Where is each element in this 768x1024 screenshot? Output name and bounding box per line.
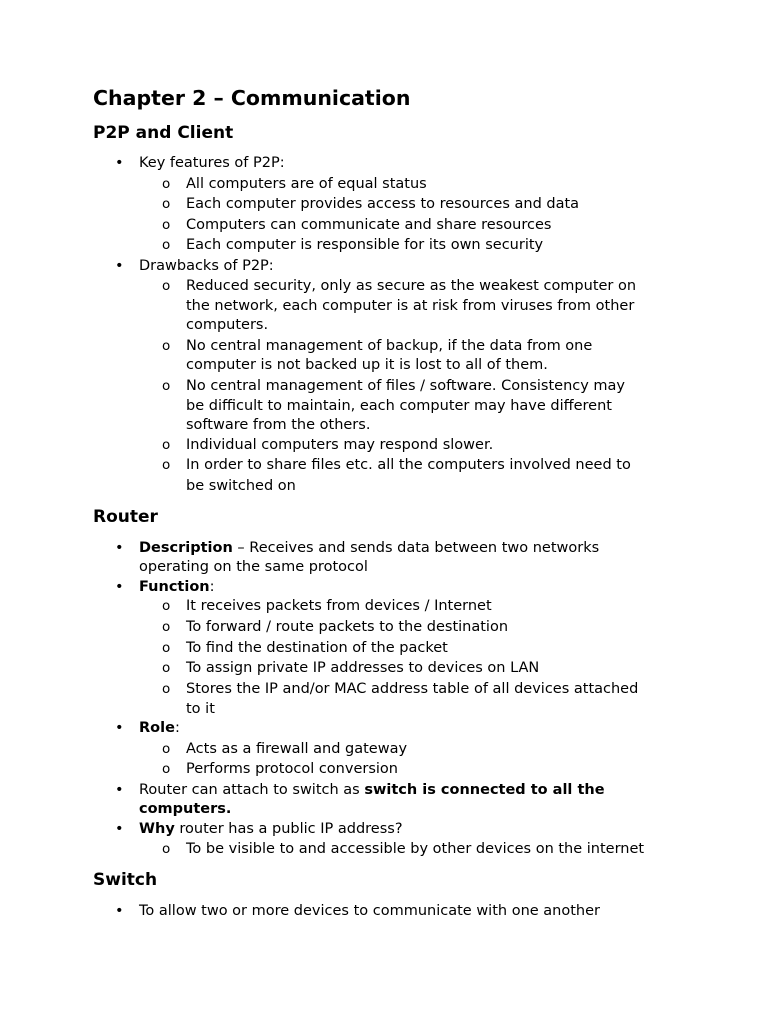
list-item-line: computer is not backed up it is lost to all of them.: [186, 357, 548, 373]
attach-bold: switch is connected to all the: [364, 782, 605, 798]
bullet-glyph: •: [115, 782, 124, 798]
list-item-line: To find the destination of the packet: [186, 640, 448, 656]
router-function-line: [139, 577, 215, 597]
sub-bullet-glyph: o: [162, 237, 171, 253]
role-suffix: :: [174, 720, 180, 736]
bullet-glyph: •: [115, 155, 124, 171]
sub-bullet-glyph: o: [162, 681, 171, 697]
list-item: Each computer is responsible for its own security: [186, 237, 544, 253]
list-item-line: software from the others.: [186, 417, 371, 433]
bullet-glyph: •: [115, 903, 124, 919]
list-item: All computers are of equal status: [186, 176, 427, 192]
list-item-line: operating on the same protocol: [139, 559, 368, 575]
list-item-line: To forward / route packets to the destination: [186, 619, 509, 635]
list-item-line: No central management of backup, if the data from one: [186, 338, 593, 354]
router-why-line: [139, 819, 403, 839]
sub-bullet-glyph: o: [162, 217, 171, 233]
list-item-line: No central management of files / software. Consistency may: [186, 378, 626, 394]
why-label: Why: [139, 821, 175, 837]
function-suffix: :: [209, 579, 215, 595]
list-item-line: Reduced security, only as secure as the weakest computer on: [186, 278, 637, 294]
sub-bullet-glyph: o: [162, 640, 171, 656]
sub-bullet-glyph: o: [162, 176, 171, 192]
list-item-line: To be visible to and accessible by other devices on the internet: [186, 841, 645, 857]
sub-bullet-glyph: o: [162, 437, 171, 453]
bullet-glyph: •: [115, 540, 124, 556]
sub-bullet-glyph: o: [162, 378, 171, 394]
list-item-line: In order to share files etc. all the computers involved need to: [186, 457, 631, 473]
section-heading-switch: Switch: [93, 870, 158, 890]
list-item-line: Acts as a firewall and gateway: [186, 741, 408, 757]
list-item: Computers can communicate and share resources: [186, 217, 552, 233]
bullet-glyph: •: [115, 720, 124, 736]
bullet-glyph: •: [115, 579, 124, 595]
list-item-line: be difficult to maintain, each computer may have different: [186, 398, 612, 414]
description-label: Description: [139, 540, 233, 556]
why-text: router has a public IP address?: [174, 821, 403, 837]
list-item-line: Stores the IP and/or MAC address table of all devices attached: [186, 681, 639, 697]
router-attach-line: [139, 780, 605, 800]
list-item-line: Individual computers may respond slower.: [186, 437, 494, 453]
sub-bullet-glyph: o: [162, 761, 171, 777]
list-item: Each computer provides access to resources and data: [186, 196, 580, 212]
key-features-label: Key features of P2P:: [139, 155, 285, 171]
sub-bullet-glyph: o: [162, 457, 171, 473]
attach-text: Router can attach to switch as: [139, 782, 365, 798]
section-heading-router: Router: [93, 507, 158, 527]
bullet-glyph: •: [115, 258, 124, 274]
description-text: – Receives and sends data between two networks: [232, 540, 600, 556]
list-item-line: To allow two or more devices to communicate with one another: [139, 903, 600, 919]
list-item-line: To assign private IP addresses to devices on LAN: [186, 660, 540, 676]
sub-bullet-glyph: o: [162, 619, 171, 635]
sub-bullet-glyph: o: [162, 196, 171, 212]
sub-bullet-glyph: o: [162, 660, 171, 676]
drawbacks-label: Drawbacks of P2P:: [139, 258, 274, 274]
router-description-line: [139, 538, 599, 558]
role-label: Role: [139, 720, 175, 736]
sub-bullet-glyph: o: [162, 741, 171, 757]
list-item-line: to it: [186, 701, 215, 717]
router-role-line: [139, 718, 180, 738]
sub-bullet-glyph: o: [162, 278, 171, 294]
sub-bullet-glyph: o: [162, 841, 171, 857]
page-title: Chapter 2 – Communication: [93, 86, 411, 110]
list-item-line: computers.: [186, 317, 269, 333]
bullet-glyph: •: [115, 821, 124, 837]
list-item-line: be switched on: [186, 478, 296, 494]
sub-bullet-glyph: o: [162, 598, 171, 614]
list-item-line: It receives packets from devices / Internet: [186, 598, 492, 614]
list-item-line: Performs protocol conversion: [186, 761, 398, 777]
section-heading-p2p: P2P and Client: [93, 123, 234, 143]
sub-bullet-glyph: o: [162, 338, 171, 354]
function-label: Function: [139, 579, 210, 595]
router-attach-line-2: [139, 799, 231, 819]
attach-bold-2: computers.: [139, 801, 232, 817]
list-item-line: the network, each computer is at risk from viruses from other: [186, 298, 635, 314]
